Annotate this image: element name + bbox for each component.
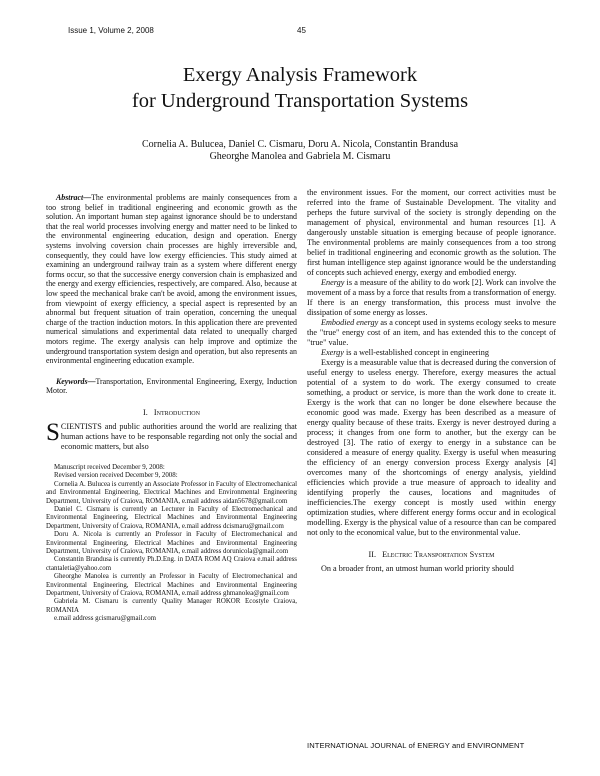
section-1-heading [46,408,297,418]
issue-header: Issue 1, Volume 2, 2008 [68,26,154,35]
title-line-2: for Underground Transportation Systems [131,90,469,112]
section-2-title: Electric Transportation System [382,550,495,559]
paragraph-energy-text: is a measure of the ability to do work [2]. Work can involve the movement of a mass by a force that results from a transformation of energy. If there is an energy transformation, this process must involve the dissipation of some energy as losses. [307,278,556,317]
paragraph-exergy-concept [307,348,556,358]
abstract: Abstract—The environmental problems are mainly consequences from a too strong belief in traditional engineering and economic growth as the solution. An important human step against ignorance should be to understand that the real world processes involving energy and matter need to be linked to the environmental engineering education, design and operation. Energy systems involving coversion chain processes are highly irreversible and, consequently, they could have low exergy efficiencies. This study aimed at examining an underground railway train as a system where different energy forms occur, so that the successive energy conversion chain is emphasized and the energy and exergy efficiencies, respectively, are compared. Also, because at low speed the mechanical brake can't be avoid, among the environment issues, from viewpoint of exergy efficiency, a special aspect is represented by an abnormal but frequent situation of train operation, concerning the unequal charge of the traction induction motors. In this application there are prevented numerical simulations and experimental data related to unequally charged motors regime. The exergy analysis can help improve and optimize the underground transportation system design and operation, but also represents an environmental engineering education example. [46,193,297,366]
keywords-text: Transportation, Environmental Engineering, Exergy, Induction Motor. [46,376,297,396]
footnote-revised: Revised version received December 9, 2008: [54,472,178,480]
title-line-1: Exergy Analysis Framework [182,64,418,86]
term-energy: Energy [321,278,345,287]
abstract-text: The environmental problems are mainly consequences from a too strong belief in traditional engineering and economic growth as the solution. An important human step against ignorance should be to understand that the real world processes involving energy and matter need to be linked to the environmental engineering education, design and operation. Energy systems involving coversion chain processes are highly irreversible and, consequently, they could have low exergy efficiencies. This study aimed at examining an underground railway train as a system where different energy forms occur, so that the successive energy conversion chain is emphasized and the energy and exergy efficiencies, respectively, are compared. Also, because at low speed the mechanical brake can't be avoid, among the environment issues, from viewpoint of exergy efficiency, a special aspect is represented by an abnormal but frequent situation of train operation, concerning the unequal charge of the traction induction motors. In this application there are prevented numerical simulations and experimental data related to unequally charged motors regime. The exergy analysis can help improve and optimize the underground transportation system design and operation, but also represents an environmental engineering education example. [46,193,297,366]
section-2-heading [307,550,556,560]
footnote-received: Manuscript received December 9, 2008: [54,463,165,471]
footnote-bulucea: Cornelia A. Bulucea is currently an Associate Professor in Faculty of Electromechanical and Environmental Engineering, Electrical Machines and Environmental Engineering Department, University of Craiova, ROMANIA, e.mail address aidan5678@gmail.com [46,480,298,505]
paragraph-energy [307,278,556,318]
paragraph-exergy-concept-text: is a well-established concept in engineering [345,348,489,357]
paragraph-embodied-text: as a concept used in systems ecology seeks to mesure the "true" energy cost of an item, and has extended this to the concept of "true" value. [307,318,557,347]
paragraph-exergy-measure: Exergy is a measurable value that is decreased during the conversion of useful energy to useless energy. Therefore, exergy measures the actual potential of a system to do work. The exergy consumed to create something, a product or service, is more than the work done to create it. Exergy is the work that can no longer be done elsewhere because the economic good was made. Exergy has been described as a measure of energy quality because of these traits. Exergy is never destroyed during a process; it changes from one form to another, but the exergy can be destroyed [3]. The ratio of exergy to energy in a substance can be considered a measure of energy quality. Exergy is useful when measuring the efficiency of an energy conversion process Exergy analysis [4] overcomes many of the shortcomings of energy analysis, yieldind efficiencies which provide a true measure of approach to ideality and identifying properly the causes, locations and magnitudes of inefficiencies.The exergy concept is mostly used within energy optimization studies, where different energy forms occur and in ecological modelling. Exergy is the physical value of a resource than can be compared not only to the economical value, but to the environmental value. [307,358,556,537]
keywords-label: Keywords [56,376,88,386]
left-column [46,193,297,624]
footnote-brandusa: Constantin Brandusa is currently Ph.D.Eng. in DATA ROM AQ Craiova e.mail address ctantaletia@yahoo.com [46,556,297,572]
term-embodied-energy: Embodied energy [321,318,379,327]
footnote-cismaru-g: Gabriela M. Cismaru is currently Quality Manager ROKOR Ecostyle Craiova, ROMANIA [46,598,297,614]
footnote-nicola: Doru A. Nicola is currently an Professor in Faculty of Electromechanical and Environmental Engineering, Electrical Machines and Environmental Engineering Department, University of Craiova, ROMANIA, e.mail address dorunicola@gmail.com [46,531,297,555]
intro-first-word: CIENTISTS [60,421,102,431]
paragraph-broader-front: On a broader front, an utmost human world priority should [321,564,514,573]
footnote-manolea: Gheorghe Manolea is currently an Professor in Faculty of Electromechanical and Environmental Engineering, Electrical Machines and Environmental Engineering Department, University of Craiova, ROMANIA, e.mail address ghmanolea@gmail.com [46,573,297,597]
intro-paragraph [46,418,297,452]
intro-text: and public authorities around the world are realizing that human actions have to be responsable regarding not only the social and economic matters, but also [60,421,297,451]
term-exergy: Exergy [321,348,344,357]
authors-line-2: Gheorghe Manolea and Gabriela M. Cismaru [209,151,391,162]
paragraph-environment: the environment issues. For the moment, our correct activities must be referred into the frame of Sustainable Development. The vitality and perheps the future survival of the society is strongly depending on the management of physical, environmental and human resources [1]. A dangerously unstable situation is emerging because of people ignorance. The environmental problems are mainly consequences from a too strong belief in traditional engineering and economic growth as the solution. The first human intelligence step against ignorance would be the understanding of concepts such achieved energy, exergy and embodied energy. [307,188,556,277]
drop-cap: S [46,418,60,446]
keywords: Keywords—Transportation, Environmental Engineering, Exergy, Induction Motor. [46,376,297,396]
footnote-cismaru-g-email: e.mail address gcismaru@gmail.com [54,615,157,623]
section-1-title: Introduction [153,407,200,417]
paragraph-embodied-energy [307,318,556,348]
footnote-cismaru-d: Daniel C. Cismaru is currently an Lecturer in Faculty of Electromechanical and Environmental Engineering, Electrical Machines and Environmental Engineering Department, University of Craiova, ROMANIA, e.mail address dcismaru@gmail.com [46,505,297,530]
page-number: 45 [297,26,306,35]
abstract-label: Abstract [56,193,84,202]
section-1-number: I. [143,407,148,417]
section-2-number: II. [368,550,376,559]
authors-line-1: Cornelia A. Bulucea, Daniel C. Cismaru, Doru A. Nicola, Constantin Brandusa [141,139,459,150]
journal-footer: INTERNATIONAL JOURNAL of ENERGY and ENVIRONMENT [307,741,525,750]
right-column [307,188,556,574]
